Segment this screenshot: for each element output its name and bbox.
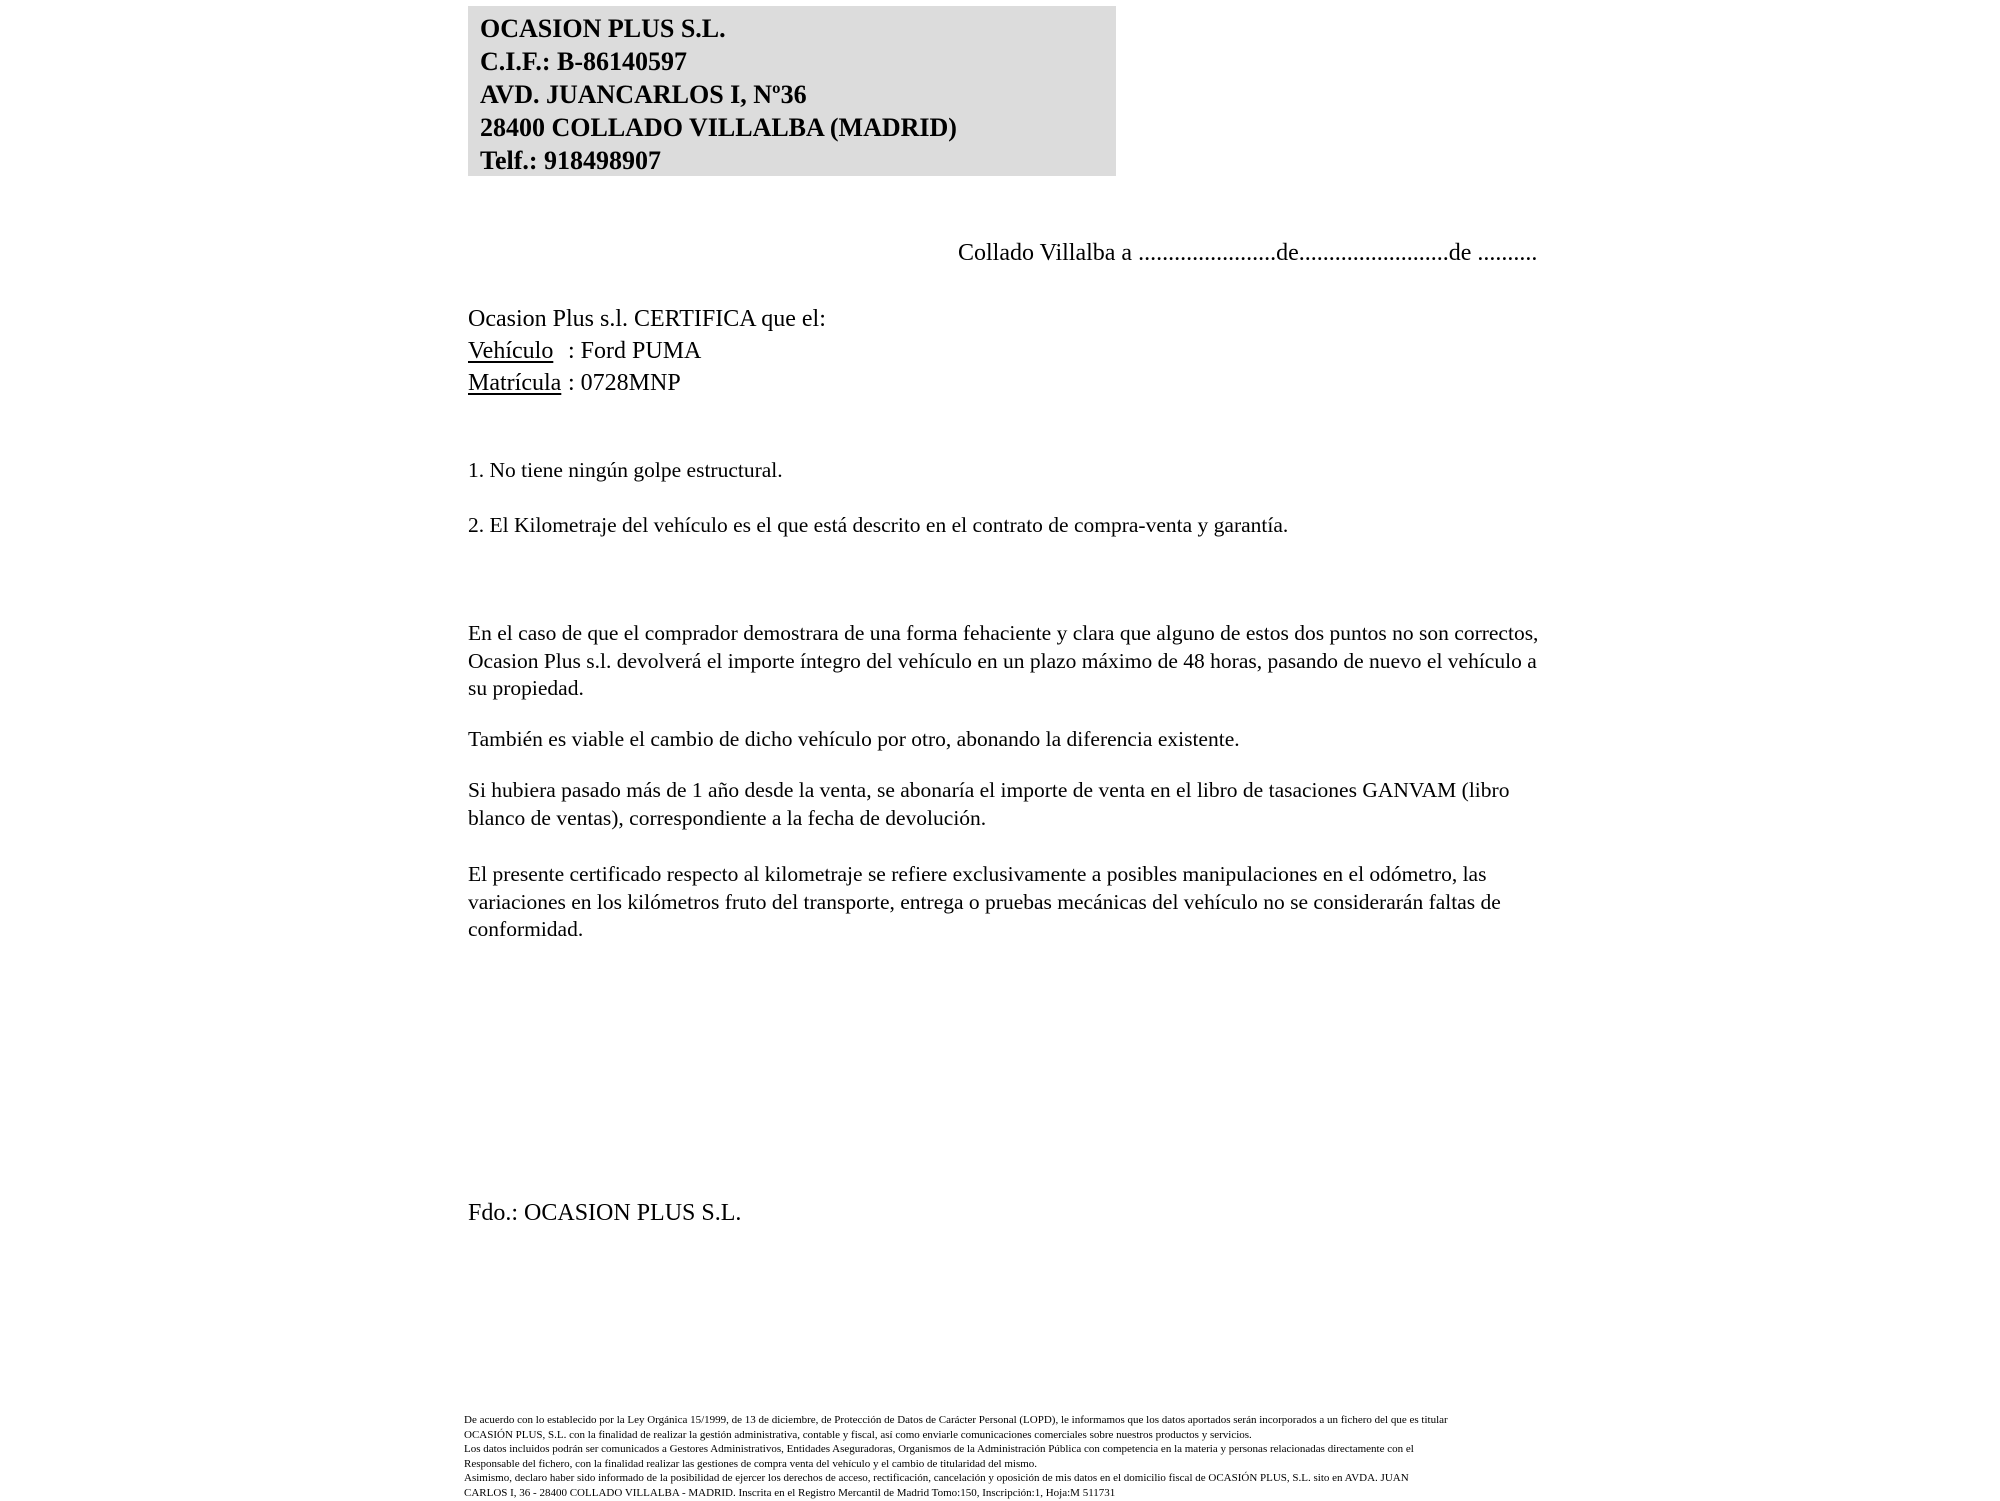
certification-block — [468, 303, 826, 399]
paragraph-refund: En el caso de que el comprador demostrara de una forma fehaciente y clara que alguno de estos dos puntos no son correctos, Ocasion Plus s.l. devolverá el importe íntegro del vehículo en un plazo máximo de 48 horas, pasando de nuevo el vehículo a su propiedad. — [468, 621, 1539, 700]
company-phone: Telf.: 918498907 — [480, 146, 662, 175]
signature-line: Fdo.: OCASION PLUS S.L. — [468, 1200, 742, 1226]
vehicle-line — [468, 335, 826, 367]
legal-footer-line: Los datos incluidos podrán ser comunicados a Gestores Administrativos, Entidades Aseguradoras, Organismos de la Administración Pública con competencia en la materia y personas relacionadas directamente con el — [464, 1443, 1414, 1456]
vehicle-label: Vehículo — [468, 338, 554, 364]
clause-structural: 1. No tiene ningún golpe estructural. — [468, 458, 783, 482]
plate-line — [468, 367, 826, 399]
company-header-box — [468, 6, 1116, 176]
company-address: AVD. JUANCARLOS I, Nº36 — [480, 80, 807, 109]
legal-footer-line: OCASIÓN PLUS, S.L. con la finalidad de realizar la gestión administrativa, contable y fiscal, así como enviarle comunicaciones comerciales sobre nuestros productos y servicios. — [464, 1428, 1252, 1441]
date-line: Collado Villalba a .......................de.........................de .......... — [958, 240, 1538, 266]
paragraph-exchange: También es viable el cambio de dicho vehículo por otro, abonando la diferencia existente. — [468, 727, 1240, 751]
plate-label: Matrícula — [468, 370, 562, 396]
legal-footer-line: Asimismo, declaro haber sido informado de la posibilidad de ejercer los derechos de acceso, rectificación, cancelación y oposición de mis datos en el domicilio fiscal de OCASIÓN PLUS, S.L. sito en AVDA. JUAN — [464, 1472, 1409, 1485]
company-name: OCASION PLUS S.L. — [480, 14, 726, 43]
legal-footer — [464, 1413, 1448, 1501]
paragraph-odometer: El presente certificado respecto al kilometraje se refiere exclusivamente a posibles manipulaciones en el odómetro, las variaciones en los kilómetros fruto del transporte, entrega o pruebas mecánicas del vehículo no se considerarán faltas de conformidad. — [468, 862, 1501, 941]
plate-value: : 0728MNP — [568, 370, 681, 396]
certification-intro: Ocasion Plus s.l. CERTIFICA que el: — [468, 306, 826, 332]
legal-footer-line: CARLOS I, 36 - 28400 COLLADO VILLALBA - MADRID. Inscrita en el Registro Mercantil de Madrid Tomo:150, Inscripción:1, Hoja:M 511731 — [464, 1486, 1116, 1499]
paragraph-ganvam: Si hubiera pasado más de 1 año desde la venta, se abonaría el importe de venta en el libro de tasaciones GANVAM (libro blanco de ventas), correspondiente a la fecha de devolución. — [468, 778, 1510, 830]
vehicle-value: : Ford PUMA — [568, 338, 702, 364]
legal-footer-line: Responsable del fichero, con la finalidad realizar las gestiones de compra venta del vehículo y el cambio de titularidad del mismo. — [464, 1457, 1038, 1470]
clause-mileage: 2. El Kilometraje del vehículo es el que está descrito en el contrato de compra-venta y garantía. — [468, 513, 1289, 537]
company-city: 28400 COLLADO VILLALBA (MADRID) — [480, 113, 957, 142]
company-cif: C.I.F.: B-86140597 — [480, 47, 688, 76]
legal-footer-line: De acuerdo con lo establecido por la Ley Orgánica 15/1999, de 13 de diciembre, de Protección de Datos de Carácter Personal (LOPD), le informamos que los datos aportados serán incorporados a un fichero del que es titular — [464, 1414, 1448, 1426]
